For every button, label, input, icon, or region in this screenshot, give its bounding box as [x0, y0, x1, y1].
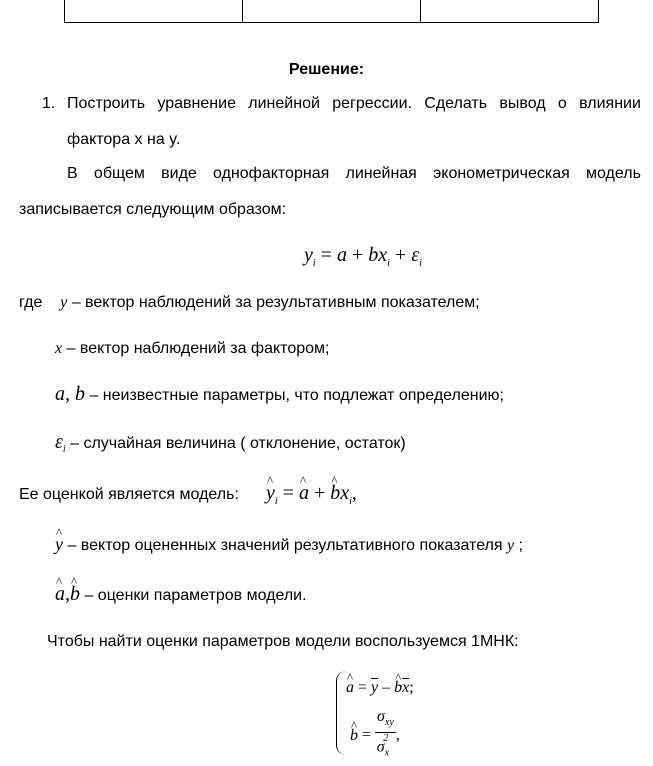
word: Сделать — [424, 95, 488, 112]
where-ab-line: a, b – неизвестные параметры, что подлежат определению; — [55, 383, 504, 405]
table-cell-y — [421, 0, 598, 22]
sigma-fraction: $\frac{\sigma_{xy}}{\sigma_x^2}$ — [376, 708, 394, 759]
table-cell-x — [243, 0, 421, 22]
word: В — [67, 165, 78, 182]
word: линейной — [248, 95, 320, 112]
abhat-line: ^ a,^ b – оценки параметров модели. — [55, 583, 307, 606]
estimate-equation: ^ $y_i$ = ^ a + ^ $bx_i$, — [266, 482, 357, 507]
word: влиянии — [579, 95, 641, 112]
where-y-line: где y – вектор наблюдений за результативным показателем; — [19, 294, 480, 311]
word: виде — [161, 165, 197, 182]
word: вывод — [499, 95, 546, 112]
word: эконометрическая — [433, 165, 570, 182]
data-table-last-row — [64, 0, 599, 23]
para1-line1 — [67, 165, 641, 183]
estimate-label: Ее оценкой является модель: — [19, 486, 239, 503]
word: модель — [586, 165, 641, 182]
item1-line2: фактора x на y. — [67, 131, 181, 148]
word: уравнение — [157, 95, 236, 112]
para1-line2: записывается следующим образом: — [19, 201, 287, 218]
system-line-b: ^ b = $\frac{\sigma_{xy}}{\sigma_x^2}$ , — [350, 708, 400, 764]
mnk-sentence: Чтобы найти оценки параметров модели воспользуемся 1МНК: — [47, 633, 519, 650]
word: однофакторная — [213, 165, 330, 182]
where-eps-line: $\varepsilon_i$ – случайная величина ( отклонение, остаток) — [55, 431, 406, 456]
word: регрессии. — [332, 95, 412, 112]
list-number: 1. — [42, 95, 56, 112]
table-cell-year — [65, 0, 243, 22]
where-x-line: x – вектор наблюдений за фактором; — [55, 340, 330, 357]
system-line-a: ^ $a = \overline{y}$ – ^ $b\overline{x}$; — [346, 679, 414, 697]
word: о — [557, 95, 567, 112]
solution-heading: Решение: — [288, 61, 365, 78]
yhat-line: ^ y – вектор оцененных значений результативного показателя y ; — [55, 534, 523, 555]
item1-line1 — [67, 95, 641, 113]
word: линейная — [345, 165, 417, 182]
model-equation: $y_i = a + bx_i + \varepsilon_i$ — [304, 244, 422, 269]
word: общем — [93, 165, 145, 182]
word: Построить — [67, 95, 146, 112]
